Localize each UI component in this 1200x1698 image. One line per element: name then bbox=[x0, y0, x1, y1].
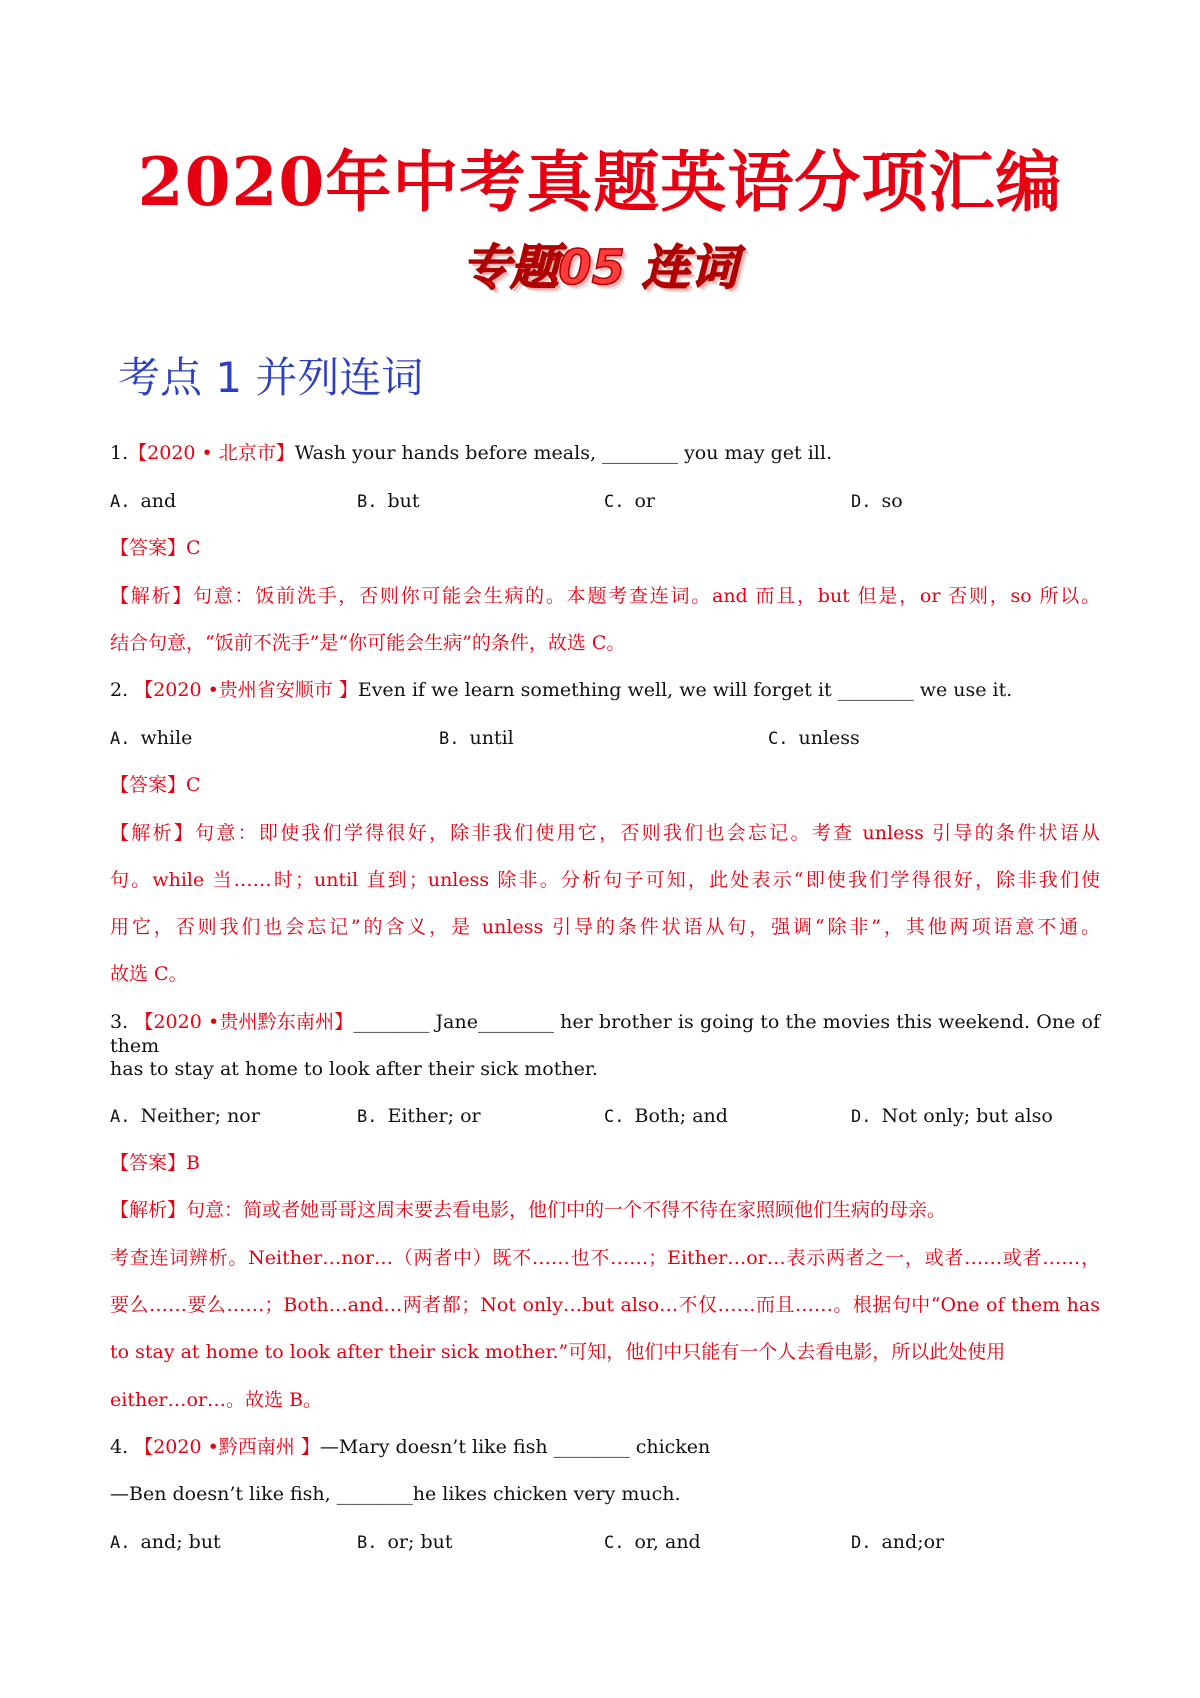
question-1-source: 【2020 • 北京市】 bbox=[128, 442, 295, 464]
question-3-analysis-line: 考查连词辨析。Neither…nor…（两者中）既不……也不……；Either…or…表示两者之一，或者……或者……， bbox=[110, 1247, 1100, 1269]
question-3-option-d: D. Not only; but also bbox=[851, 1105, 1053, 1127]
question-4-option-a: A. and; but bbox=[110, 1531, 221, 1553]
question-1-analysis-line: 结合句意，“饭前不洗手”是“你可能会生病”的条件，故选 C。 bbox=[110, 632, 626, 654]
question-3-analysis-line: 要么……要么……；Both…and…两者都；Not only…but also…不仅……而且……。根据句中“One of them has bbox=[110, 1294, 1100, 1316]
question-3-source: 【2020 •贵州黔东南州】 bbox=[134, 1011, 354, 1033]
question-3-answer: 【答案】B bbox=[110, 1152, 200, 1174]
question-4-option-d: D. and;or bbox=[851, 1531, 945, 1553]
question-2-option-a: A. while bbox=[110, 727, 193, 749]
question-1-answer: 【答案】C bbox=[110, 537, 201, 559]
question-2-option-c: C. unless bbox=[768, 727, 860, 749]
question-2-analysis-line: 用它，否则我们也会忘记”的含义，是 unless 引导的条件状语从句，强调“除非”，其他两项语意不通。 bbox=[110, 916, 1100, 938]
question-2-analysis-line: 【解析】句意：即使我们学得很好，除非我们使用它，否则我们也会忘记。考查 unless 引导的条件状语从 bbox=[110, 822, 1100, 844]
question-1-option-b: B. but bbox=[357, 490, 420, 512]
question-4-option-b: B. or; but bbox=[357, 1531, 453, 1553]
page-title: 2020年中考真题英语分项汇编 bbox=[137, 143, 1063, 221]
question-4-source: 【2020 •黔西南州 】 bbox=[134, 1436, 320, 1458]
section-heading: 考点 1 并列连词 bbox=[118, 353, 424, 402]
question-4-stem: 4. 【2020 •黔西南州 】—Mary doesn’t like fish ________ chicken bbox=[110, 1436, 711, 1458]
question-1-option-c: C. or bbox=[604, 490, 656, 512]
page-subtitle: 专题05 连词 bbox=[462, 240, 738, 296]
question-2-option-b: B. until bbox=[439, 727, 514, 749]
question-3-option-b: B. Either; or bbox=[357, 1105, 481, 1127]
question-2-answer: 【答案】C bbox=[110, 774, 201, 796]
question-3-analysis-line: either…or…。故选 B。 bbox=[110, 1389, 323, 1411]
question-3-analysis-line: 【解析】句意：简或者她哥哥这周末要去看电影，他们中的一个不得不待在家照顾他们生病的母亲。 bbox=[110, 1199, 947, 1221]
question-4-option-c: C. or, and bbox=[604, 1531, 701, 1553]
question-3-option-c: C. Both; and bbox=[604, 1105, 728, 1127]
question-2-analysis-line: 句。while 当……时；until 直到；unless 除非。分析句子可知，此处表示“即使我们学得很好，除非我们使 bbox=[110, 869, 1100, 891]
question-3-stem-continued: has to stay at home to look after their sick mother. bbox=[110, 1058, 598, 1080]
question-3-option-a: A. Neither; nor bbox=[110, 1105, 260, 1127]
question-2-analysis-line: 故选 C。 bbox=[110, 963, 188, 985]
question-3-analysis-line: to stay at home to look after their sick mother.”可知，他们中只能有一个人去看电影，所以此处使用 bbox=[110, 1341, 1006, 1363]
question-1-option-d: D. so bbox=[851, 490, 903, 512]
question-2-stem: 2. 【2020 •贵州省安顺市 】Even if we learn something well, we will forget it ________ we use it. bbox=[110, 679, 1013, 701]
question-4-stem-continued: —Ben doesn’t like fish, ________he likes chicken very much. bbox=[110, 1483, 681, 1505]
question-1-stem: 1.【2020 • 北京市】Wash your hands before meals, ________ you may get ill. bbox=[110, 442, 832, 464]
question-2-source: 【2020 •贵州省安顺市 】 bbox=[134, 679, 358, 701]
question-1-analysis-line: 【解析】句意：饭前洗手，否则你可能会生病的。本题考查连词。and 而且，but 但是，or 否则，so 所以。 bbox=[110, 585, 1100, 607]
question-3-stem: 3. 【2020 •贵州黔东南州】________ Jane________ her brother is going to the movies this weekend. One of them bbox=[110, 1011, 1100, 1057]
question-1-option-a: A. and bbox=[110, 490, 177, 512]
